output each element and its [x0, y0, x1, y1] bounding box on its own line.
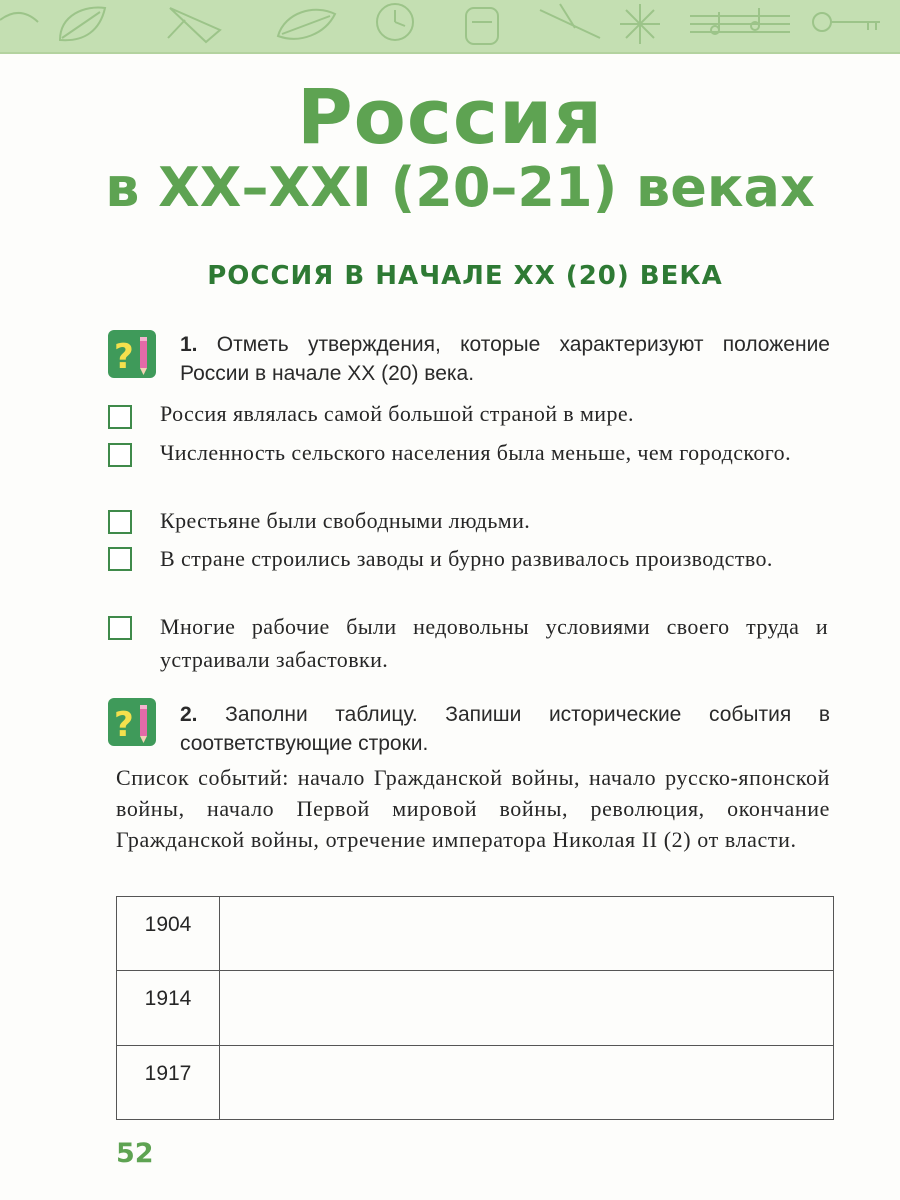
task-1-number: 1. — [180, 333, 198, 356]
question-pencil-icon — [108, 330, 156, 378]
table-row — [117, 1045, 834, 1119]
event-answer-cell[interactable] — [220, 1045, 834, 1119]
table-row — [117, 971, 834, 1045]
page-number: 52 — [116, 1138, 154, 1169]
table-row — [117, 897, 834, 971]
year-cell: 1914 — [117, 971, 220, 1045]
question-pencil-icon — [108, 698, 156, 746]
year-cell: 1917 — [117, 1045, 220, 1119]
svg-text:?: ? — [114, 337, 134, 377]
events-table — [116, 896, 834, 1120]
svg-text:?: ? — [114, 705, 134, 745]
key-icon — [813, 13, 880, 31]
statement-checkbox-4[interactable] — [108, 547, 132, 571]
task-2-prompt — [180, 700, 830, 758]
event-answer-cell[interactable] — [220, 971, 834, 1045]
clock-icon — [377, 4, 413, 40]
statement-checkbox-2[interactable] — [108, 443, 132, 467]
statement-checkbox-1[interactable] — [108, 405, 132, 429]
rocket-icon — [168, 8, 220, 42]
statement-5: Многие рабочие были недовольны условиями своего труда и устраивали забастовки. — [160, 614, 828, 672]
task-1-prompt — [180, 330, 830, 388]
statement-checkbox-3[interactable] — [108, 510, 132, 534]
task-2-number: 2. — [180, 703, 198, 726]
section-title: РОССИЯ В НАЧАЛЕ XX (20) ВЕКА — [207, 261, 723, 291]
backpack-icon — [466, 8, 498, 44]
task-2-text: Заполни таблицу. Запиши исторические события в соответствующие строки. — [180, 703, 830, 755]
page-title: Россия — [296, 72, 604, 161]
leaf-icon — [60, 7, 105, 40]
leaf-icon — [0, 13, 38, 22]
decorative-header-band — [0, 0, 900, 54]
statement-checkbox-5[interactable] — [108, 616, 132, 640]
events-list: Список событий: начало Гражданской войны, начало русско-японской войны, начало Первой мировой войны, революция, окончание Гражданской войны, отречение императора Николая II (2) от власти. — [116, 765, 830, 852]
pencil-icon — [540, 4, 600, 38]
doodle-strip — [0, 0, 900, 52]
snowflake-icon — [620, 4, 660, 44]
event-answer-cell[interactable] — [220, 897, 834, 971]
statement-4: В стране строились заводы и бурно развивалось производство. — [160, 546, 773, 571]
task-1-text: Отметь утверждения, которые характеризуют положение России в начале XX (20) века. — [180, 333, 830, 385]
year-cell: 1904 — [117, 897, 220, 971]
music-notes-icon — [690, 8, 790, 34]
statement-2: Численность сельского населения была меньше, чем городского. — [160, 440, 791, 465]
statement-3: Крестьяне были свободными людьми. — [160, 508, 531, 533]
statement-1: Россия являлась самой большой страной в мире. — [160, 401, 634, 426]
page-subtitle: в XX–XXI (20–21) веках — [105, 156, 815, 219]
leaf-icon — [278, 10, 335, 39]
